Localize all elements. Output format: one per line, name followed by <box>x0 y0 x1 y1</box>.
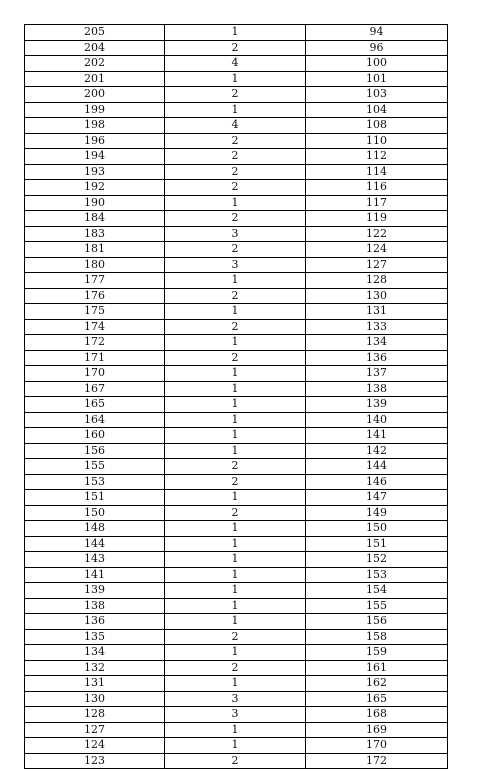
score-cell: 190 <box>25 195 165 211</box>
table-row <box>25 691 448 707</box>
cumulative-cell: 133 <box>306 319 448 335</box>
table-row <box>25 211 448 227</box>
table-body <box>25 25 448 769</box>
cumulative-cell: 110 <box>306 133 448 149</box>
count-cell: 2 <box>165 164 306 180</box>
cumulative-cell: 131 <box>306 304 448 320</box>
cumulative-cell: 138 <box>306 381 448 397</box>
score-cell: 183 <box>25 226 165 242</box>
table-row <box>25 56 448 72</box>
score-cell: 172 <box>25 335 165 351</box>
table-row <box>25 722 448 738</box>
cumulative-cell: 159 <box>306 645 448 661</box>
score-cell: 196 <box>25 133 165 149</box>
table-row <box>25 567 448 583</box>
table-row <box>25 753 448 769</box>
count-cell: 2 <box>165 180 306 196</box>
score-cell: 205 <box>25 25 165 41</box>
cumulative-cell: 130 <box>306 288 448 304</box>
score-cell: 193 <box>25 164 165 180</box>
table-row <box>25 149 448 165</box>
table-row <box>25 87 448 103</box>
count-cell: 1 <box>165 583 306 599</box>
table-row <box>25 40 448 56</box>
table-row <box>25 133 448 149</box>
score-cell: 201 <box>25 71 165 87</box>
score-cell: 131 <box>25 676 165 692</box>
count-cell: 3 <box>165 226 306 242</box>
count-cell: 2 <box>165 133 306 149</box>
cumulative-cell: 161 <box>306 660 448 676</box>
cumulative-cell: 155 <box>306 598 448 614</box>
score-cell: 156 <box>25 443 165 459</box>
cumulative-cell: 147 <box>306 490 448 506</box>
count-cell: 1 <box>165 521 306 537</box>
cumulative-cell: 112 <box>306 149 448 165</box>
score-cell: 128 <box>25 707 165 723</box>
table-row <box>25 474 448 490</box>
count-cell: 2 <box>165 211 306 227</box>
score-cell: 194 <box>25 149 165 165</box>
cumulative-cell: 165 <box>306 691 448 707</box>
count-cell: 1 <box>165 304 306 320</box>
score-cell: 198 <box>25 118 165 134</box>
score-cell: 192 <box>25 180 165 196</box>
cumulative-cell: 114 <box>306 164 448 180</box>
score-distribution-table <box>24 24 448 769</box>
count-cell: 2 <box>165 505 306 521</box>
score-cell: 200 <box>25 87 165 103</box>
score-cell: 144 <box>25 536 165 552</box>
score-cell: 123 <box>25 753 165 769</box>
cumulative-cell: 154 <box>306 583 448 599</box>
cumulative-cell: 116 <box>306 180 448 196</box>
cumulative-cell: 137 <box>306 366 448 382</box>
cumulative-cell: 94 <box>306 25 448 41</box>
score-cell: 150 <box>25 505 165 521</box>
cumulative-cell: 144 <box>306 459 448 475</box>
count-cell: 1 <box>165 738 306 754</box>
count-cell: 1 <box>165 195 306 211</box>
count-cell: 2 <box>165 288 306 304</box>
table-row <box>25 180 448 196</box>
cumulative-cell: 136 <box>306 350 448 366</box>
score-cell: 184 <box>25 211 165 227</box>
score-cell: 177 <box>25 273 165 289</box>
score-cell: 130 <box>25 691 165 707</box>
cumulative-cell: 122 <box>306 226 448 242</box>
count-cell: 1 <box>165 598 306 614</box>
cumulative-cell: 117 <box>306 195 448 211</box>
cumulative-cell: 153 <box>306 567 448 583</box>
cumulative-cell: 150 <box>306 521 448 537</box>
cumulative-cell: 124 <box>306 242 448 258</box>
count-cell: 2 <box>165 149 306 165</box>
table-row <box>25 226 448 242</box>
count-cell: 1 <box>165 552 306 568</box>
score-cell: 180 <box>25 257 165 273</box>
count-cell: 3 <box>165 707 306 723</box>
count-cell: 1 <box>165 443 306 459</box>
cumulative-cell: 170 <box>306 738 448 754</box>
count-cell: 3 <box>165 691 306 707</box>
count-cell: 1 <box>165 366 306 382</box>
table-row <box>25 304 448 320</box>
count-cell: 2 <box>165 474 306 490</box>
count-cell: 4 <box>165 118 306 134</box>
cumulative-cell: 140 <box>306 412 448 428</box>
score-cell: 171 <box>25 350 165 366</box>
cumulative-cell: 100 <box>306 56 448 72</box>
cumulative-cell: 156 <box>306 614 448 630</box>
table-row <box>25 288 448 304</box>
score-cell: 164 <box>25 412 165 428</box>
table-row <box>25 25 448 41</box>
cumulative-cell: 141 <box>306 428 448 444</box>
score-cell: 165 <box>25 397 165 413</box>
cumulative-cell: 96 <box>306 40 448 56</box>
table-row <box>25 366 448 382</box>
count-cell: 1 <box>165 645 306 661</box>
table-row <box>25 490 448 506</box>
count-cell: 2 <box>165 350 306 366</box>
table-row <box>25 645 448 661</box>
count-cell: 1 <box>165 567 306 583</box>
table-row <box>25 521 448 537</box>
table-row <box>25 118 448 134</box>
cumulative-cell: 162 <box>306 676 448 692</box>
table-row <box>25 164 448 180</box>
table-row <box>25 676 448 692</box>
table-row <box>25 397 448 413</box>
table-row <box>25 707 448 723</box>
table-row <box>25 660 448 676</box>
score-cell: 204 <box>25 40 165 56</box>
count-cell: 1 <box>165 397 306 413</box>
count-cell: 2 <box>165 319 306 335</box>
score-cell: 199 <box>25 102 165 118</box>
count-cell: 2 <box>165 87 306 103</box>
table-row <box>25 552 448 568</box>
cumulative-cell: 101 <box>306 71 448 87</box>
table-row <box>25 335 448 351</box>
table-row <box>25 459 448 475</box>
cumulative-cell: 146 <box>306 474 448 490</box>
count-cell: 1 <box>165 490 306 506</box>
score-cell: 136 <box>25 614 165 630</box>
table-row <box>25 598 448 614</box>
score-cell: 139 <box>25 583 165 599</box>
table-row <box>25 257 448 273</box>
table-row <box>25 505 448 521</box>
score-cell: 170 <box>25 366 165 382</box>
cumulative-cell: 149 <box>306 505 448 521</box>
score-cell: 127 <box>25 722 165 738</box>
score-cell: 153 <box>25 474 165 490</box>
table-row <box>25 195 448 211</box>
count-cell: 2 <box>165 242 306 258</box>
score-cell: 135 <box>25 629 165 645</box>
score-cell: 141 <box>25 567 165 583</box>
score-cell: 124 <box>25 738 165 754</box>
count-cell: 2 <box>165 629 306 645</box>
cumulative-cell: 134 <box>306 335 448 351</box>
count-cell: 1 <box>165 722 306 738</box>
count-cell: 1 <box>165 536 306 552</box>
cumulative-cell: 151 <box>306 536 448 552</box>
count-cell: 2 <box>165 459 306 475</box>
cumulative-cell: 119 <box>306 211 448 227</box>
count-cell: 1 <box>165 102 306 118</box>
count-cell: 1 <box>165 25 306 41</box>
cumulative-cell: 172 <box>306 753 448 769</box>
table-row <box>25 583 448 599</box>
count-cell: 1 <box>165 71 306 87</box>
table-row <box>25 629 448 645</box>
cumulative-cell: 169 <box>306 722 448 738</box>
count-cell: 1 <box>165 335 306 351</box>
count-cell: 2 <box>165 40 306 56</box>
cumulative-cell: 158 <box>306 629 448 645</box>
cumulative-cell: 103 <box>306 87 448 103</box>
count-cell: 1 <box>165 412 306 428</box>
score-cell: 160 <box>25 428 165 444</box>
cumulative-cell: 139 <box>306 397 448 413</box>
score-cell: 148 <box>25 521 165 537</box>
count-cell: 2 <box>165 660 306 676</box>
table-row <box>25 428 448 444</box>
score-cell: 134 <box>25 645 165 661</box>
cumulative-cell: 168 <box>306 707 448 723</box>
count-cell: 1 <box>165 381 306 397</box>
score-cell: 155 <box>25 459 165 475</box>
count-cell: 3 <box>165 257 306 273</box>
cumulative-cell: 128 <box>306 273 448 289</box>
count-cell: 1 <box>165 676 306 692</box>
table-row <box>25 614 448 630</box>
count-cell: 1 <box>165 428 306 444</box>
count-cell: 4 <box>165 56 306 72</box>
score-cell: 181 <box>25 242 165 258</box>
table-row <box>25 350 448 366</box>
table-row <box>25 412 448 428</box>
score-cell: 174 <box>25 319 165 335</box>
score-cell: 175 <box>25 304 165 320</box>
score-cell: 132 <box>25 660 165 676</box>
table-row <box>25 242 448 258</box>
table-row <box>25 102 448 118</box>
table-row <box>25 319 448 335</box>
table-row <box>25 536 448 552</box>
cumulative-cell: 127 <box>306 257 448 273</box>
score-cell: 151 <box>25 490 165 506</box>
cumulative-cell: 108 <box>306 118 448 134</box>
score-cell: 202 <box>25 56 165 72</box>
table-row <box>25 273 448 289</box>
count-cell: 2 <box>165 753 306 769</box>
score-cell: 143 <box>25 552 165 568</box>
table-row <box>25 443 448 459</box>
score-cell: 138 <box>25 598 165 614</box>
score-cell: 176 <box>25 288 165 304</box>
table-row <box>25 71 448 87</box>
table-row <box>25 381 448 397</box>
cumulative-cell: 152 <box>306 552 448 568</box>
score-cell: 167 <box>25 381 165 397</box>
count-cell: 1 <box>165 614 306 630</box>
cumulative-cell: 142 <box>306 443 448 459</box>
cumulative-cell: 104 <box>306 102 448 118</box>
count-cell: 1 <box>165 273 306 289</box>
table-row <box>25 738 448 754</box>
